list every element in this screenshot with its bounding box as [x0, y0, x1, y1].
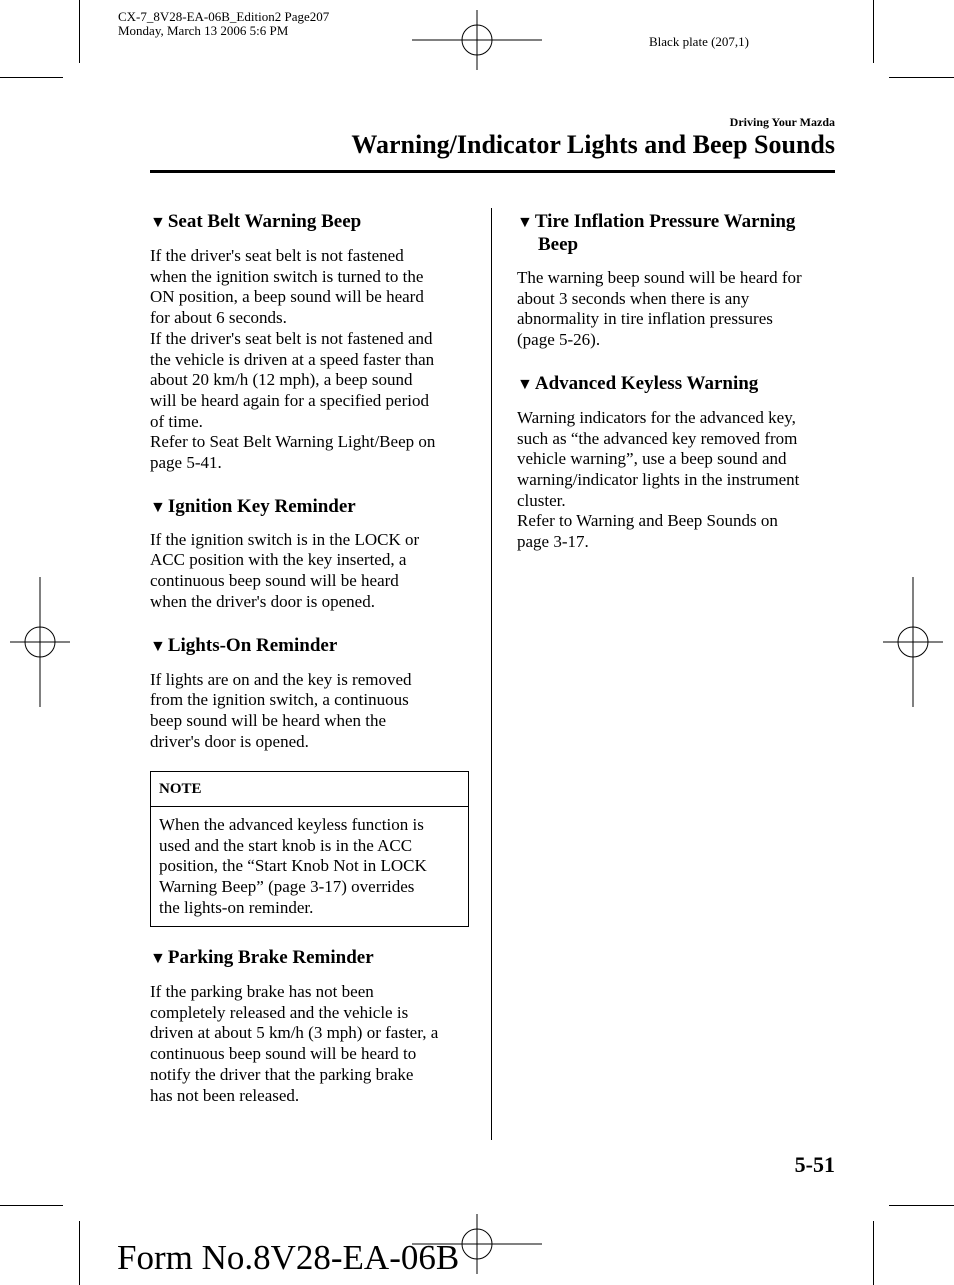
triangle-marker-icon: ▼ — [150, 498, 166, 516]
section-heading: ▼ Advanced Keyless Warning — [517, 372, 759, 394]
triangle-marker-icon: ▼ — [517, 214, 533, 231]
left-column — [150, 211, 475, 752]
note-box — [150, 771, 469, 927]
section-heading: ▼ Seat Belt Warning Beep — [150, 211, 362, 232]
body-line: cluster. — [517, 490, 566, 510]
print-date-line: Monday, March 13 2006 5:6 PM — [118, 23, 289, 38]
body-line: for about 6 seconds. — [150, 308, 287, 328]
body-line: beep sound will be heard when the — [150, 710, 387, 730]
body-line: page 5-41. — [150, 453, 222, 473]
form-number: Form No.8V28-EA-06B — [117, 1238, 460, 1277]
body-line: when the driver's door is opened. — [150, 591, 375, 611]
body-line: from the ignition switch, a continuous — [150, 690, 409, 710]
section-tire-inflation — [517, 211, 842, 351]
section-heading: ▼ Tire Inflation Pressure Warning — [517, 211, 796, 232]
body-line: The warning beep sound will be heard for — [517, 268, 802, 287]
registration-mark-right — [883, 577, 943, 707]
section-heading-continued: Beep — [538, 234, 579, 255]
body-line: If the parking brake has not been — [150, 982, 374, 1001]
body-line: the vehicle is driven at a speed faster than — [150, 349, 435, 369]
section-ignition-key — [150, 496, 475, 613]
section-parking-brake — [150, 947, 475, 1106]
body-line: will be heard again for a specified period — [150, 390, 429, 410]
section-advanced-keyless — [517, 373, 842, 553]
body-line: about 3 seconds when there is any — [517, 288, 750, 308]
triangle-marker-icon: ▼ — [150, 950, 166, 967]
section-heading: ▼ Ignition Key Reminder — [150, 495, 356, 517]
body-line: If the driver's seat belt is not fastened and — [150, 328, 433, 348]
body-line: (page 5-26). — [517, 330, 601, 350]
body-line: when the ignition switch is turned to the — [150, 266, 424, 286]
body-line: Warning indicators for the advanced key, — [517, 407, 796, 427]
note-line: Warning Beep” (page 3-17) overrides — [159, 877, 415, 897]
body-line: Refer to Seat Belt Warning Light/Beep on — [150, 432, 436, 452]
body-line: If the driver's seat belt is not fastened — [150, 246, 404, 265]
body-line: has not been released. — [150, 1085, 300, 1105]
print-file-line: CX-7_8V28-EA-06B_Edition2 Page207 — [118, 9, 330, 24]
note-divider — [151, 806, 468, 807]
body-line: vehicle warning”, use a beep sound and — [517, 449, 787, 469]
body-line: driven at about 5 km/h (3 mph) or faster, a — [150, 1023, 439, 1043]
body-line: continuous beep sound will be heard — [150, 571, 399, 591]
note-line: When the advanced keyless function is — [159, 815, 424, 834]
body-line: If lights are on and the key is removed — [150, 669, 412, 689]
triangle-marker-icon: ▼ — [150, 214, 166, 231]
triangle-marker-icon: ▼ — [150, 637, 166, 655]
body-line: completely released and the vehicle is — [150, 1002, 409, 1022]
column-divider — [491, 208, 492, 1140]
section-heading: ▼ Parking Brake Reminder — [150, 947, 374, 968]
registration-mark-left — [10, 577, 70, 707]
right-column — [517, 211, 842, 553]
body-line: If the ignition switch is in the LOCK or — [150, 529, 420, 549]
section-seat-belt — [150, 211, 475, 474]
body-line: about 20 km/h (12 mph), a beep sound — [150, 370, 413, 390]
body-line: such as “the advanced key removed from — [517, 428, 798, 448]
page-title: Warning/Indicator Lights and Beep Sounds — [351, 130, 835, 159]
page-number: 5-51 — [794, 1152, 835, 1177]
note-line: used and the start knob is in the ACC — [159, 835, 413, 855]
body-line: driver's door is opened. — [150, 731, 309, 751]
note-line: the lights-on reminder. — [159, 897, 314, 917]
plate-label: Black plate (207,1) — [649, 34, 749, 49]
note-label: NOTE — [159, 781, 202, 797]
note-line: position, the “Start Knob Not in LOCK — [159, 856, 427, 876]
section-heading: ▼ Lights-On Reminder — [150, 634, 338, 656]
body-line: notify the driver that the parking brake — [150, 1064, 414, 1084]
chapter-label: Driving Your Mazda — [729, 115, 835, 129]
body-line: of time. — [150, 411, 203, 431]
body-line: abnormality in tire inflation pressures — [517, 309, 773, 329]
body-line: warning/indicator lights in the instrument — [517, 469, 800, 489]
registration-mark-top — [412, 10, 542, 70]
body-line: Refer to Warning and Beep Sounds on — [517, 511, 778, 531]
title-rule — [150, 170, 835, 173]
body-line: page 3-17. — [517, 532, 589, 552]
body-line: ON position, a beep sound will be heard — [150, 287, 424, 307]
triangle-marker-icon: ▼ — [517, 375, 533, 393]
body-line: continuous beep sound will be heard to — [150, 1044, 417, 1064]
section-lights-on — [150, 635, 475, 753]
body-line: ACC position with the key inserted, a — [150, 550, 407, 570]
